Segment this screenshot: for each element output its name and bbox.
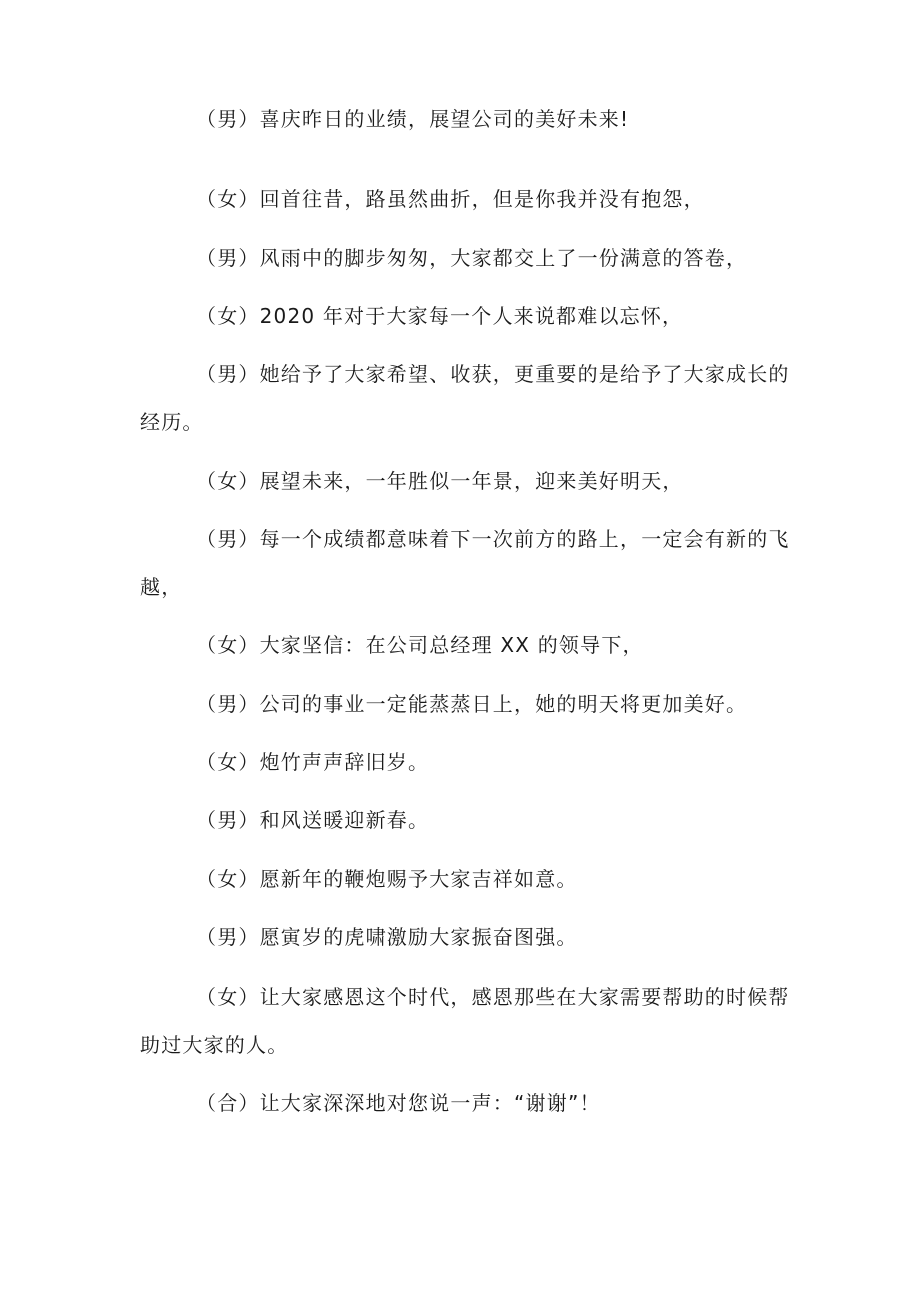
dialogue-line: （男）公司的事业一定能蒸蒸日上，她的明天将更加美好。 [196,692,748,716]
dialogue-line: （男）她给予了大家希望、收获，更重要的是给予了大家成长的经历。 [140,362,790,434]
dialogue-line: （合）让大家深深地对您说一声：“谢谢”！ [196,1091,601,1115]
dialogue-line: （女）让大家感恩这个时代，感恩那些在大家需要帮助的时候帮助过大家的人。 [140,985,790,1057]
dialogue-line: （男）愿寅岁的虎啸激励大家振奋图强。 [196,925,578,949]
dialogue-line: （男）喜庆昨日的业绩，展望公司的美好未来! [196,107,630,131]
dialogue-line: （男）风雨中的脚步匆匆，大家都交上了一份满意的答卷， [196,246,748,270]
dialogue-line: （女）展望未来，一年胜似一年景，迎来美好明天， [196,469,684,493]
dialogue-line: （男）和风送暖迎新春。 [196,808,430,832]
dialogue-line: （女）愿新年的鞭炮赐予大家吉祥如意。 [196,867,578,891]
dialogue-line: （女）大家坚信：在公司总经理 XX 的领导下， [196,633,644,657]
dialogue-line: （女）炮竹声声辞旧岁。 [196,750,430,774]
dialogue-line: （女）回首往昔，路虽然曲折，但是你我并没有抱怨， [196,187,705,211]
dialogue-line: （男）每一个成绩都意味着下一次前方的路上，一定会有新的飞越， [140,527,790,599]
dialogue-line: （女）2020 年对于大家每一个人来说都难以忘怀， [196,304,684,328]
